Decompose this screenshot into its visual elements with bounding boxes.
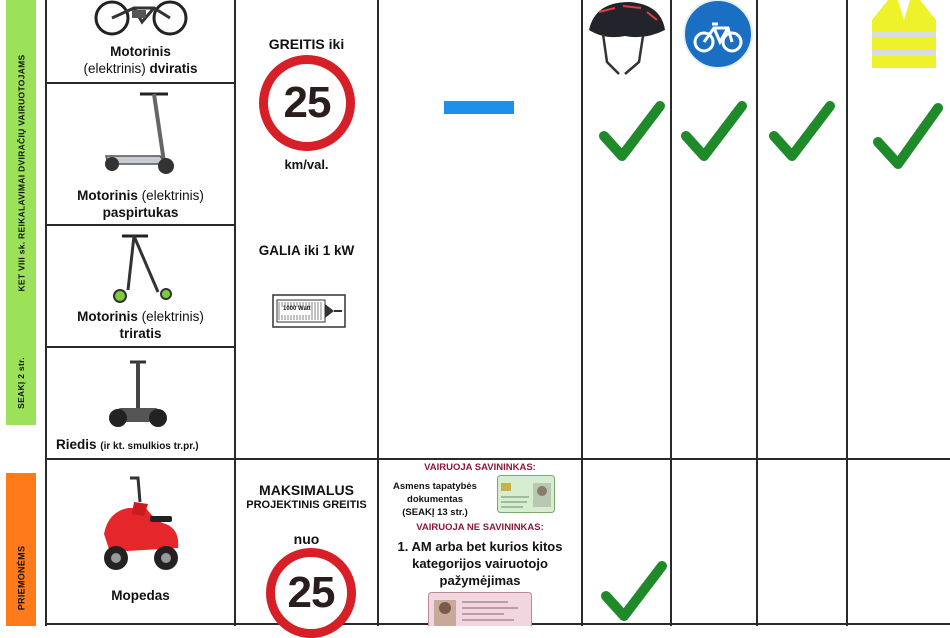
checkmark-icon	[768, 100, 836, 166]
bike-image	[92, 0, 192, 38]
driver-license-image	[428, 592, 532, 626]
grid-line	[377, 0, 379, 626]
riedis-image	[108, 358, 168, 434]
vehicle-label-trike: Motorinis (elektrinis) triratis	[77, 309, 204, 341]
bicycle-road-sign-icon	[682, 0, 754, 70]
scooter-image	[100, 90, 180, 175]
non-owner-title: VAIRUOJA NE SAVININKAS:	[416, 522, 544, 533]
moped-speed-title-1: MAKSIMALUS	[259, 482, 354, 498]
non-owner-line1: 1. AM arba bet kurios kitos	[397, 539, 563, 554]
speed-limit-value: 25	[283, 78, 331, 127]
moped-image	[94, 472, 184, 577]
grid-line	[45, 346, 235, 348]
side-tab-green-sub	[6, 340, 36, 425]
moped-speed-sign	[266, 548, 356, 638]
side-tab-orange	[6, 473, 36, 626]
non-owner-line2: kategorijos vairuotojo	[412, 556, 548, 571]
checkmark-icon	[600, 560, 668, 626]
owner-doc-line2: dokumentas	[407, 494, 463, 505]
moped-speed-title-2: PROJEKTINIS GREITIS	[246, 499, 367, 511]
power-title: GALIA iki 1 kW	[258, 243, 355, 258]
id-card-image	[497, 475, 555, 513]
checkmark-icon	[598, 100, 666, 166]
grid-line	[45, 458, 950, 460]
grid-line	[846, 0, 848, 626]
vehicle-label-moped: Mopedas	[111, 588, 170, 603]
power-icon	[272, 294, 346, 328]
power-icon-label: 1000 Watt	[283, 306, 311, 312]
checkmark-icon	[872, 102, 944, 174]
vehicle-label-riedis: Riedis (ir kt. smulkios tr.pr.)	[56, 437, 199, 452]
trike-image	[108, 232, 178, 304]
side-tab-green-sub-label: SEAKĮ 2 str.	[16, 356, 27, 409]
owner-title: VAIRUOJA SAVININKAS:	[424, 462, 536, 473]
vehicle-label-bike: Motorinis (elektrinis) dviratis	[83, 44, 198, 76]
grid-line	[45, 82, 235, 84]
side-tab-orange-label: PRIEMONĖMS	[16, 545, 27, 611]
grid-line	[581, 0, 583, 626]
owner-doc-line3: (SEAKĮ 13 str.)	[402, 507, 468, 518]
non-owner-line3: pažymėjimas	[439, 573, 521, 588]
speed-unit: km/val.	[284, 157, 329, 172]
moped-speed-from: nuo	[293, 531, 320, 547]
helmet-icon	[585, 0, 667, 78]
vehicle-label-scooter: Motorinis (elektrinis) paspirtukas	[77, 188, 204, 220]
grid-line	[45, 224, 235, 226]
speed-title: GREITIS iki	[268, 36, 345, 52]
moped-speed-value: 25	[287, 568, 335, 617]
side-tab-green-label: KET VIII sk. REIKALAVIMAI DVIRAČIŲ VAIRUOTOJAMS	[16, 54, 27, 292]
grid-line	[756, 0, 758, 626]
safety-vest-icon	[866, 0, 942, 70]
checkmark-icon	[680, 100, 748, 166]
no-document-dash	[444, 101, 514, 114]
speed-limit-sign	[259, 55, 355, 151]
grid-line	[670, 0, 672, 626]
owner-doc-line1: Asmens tapatybės	[393, 481, 477, 492]
